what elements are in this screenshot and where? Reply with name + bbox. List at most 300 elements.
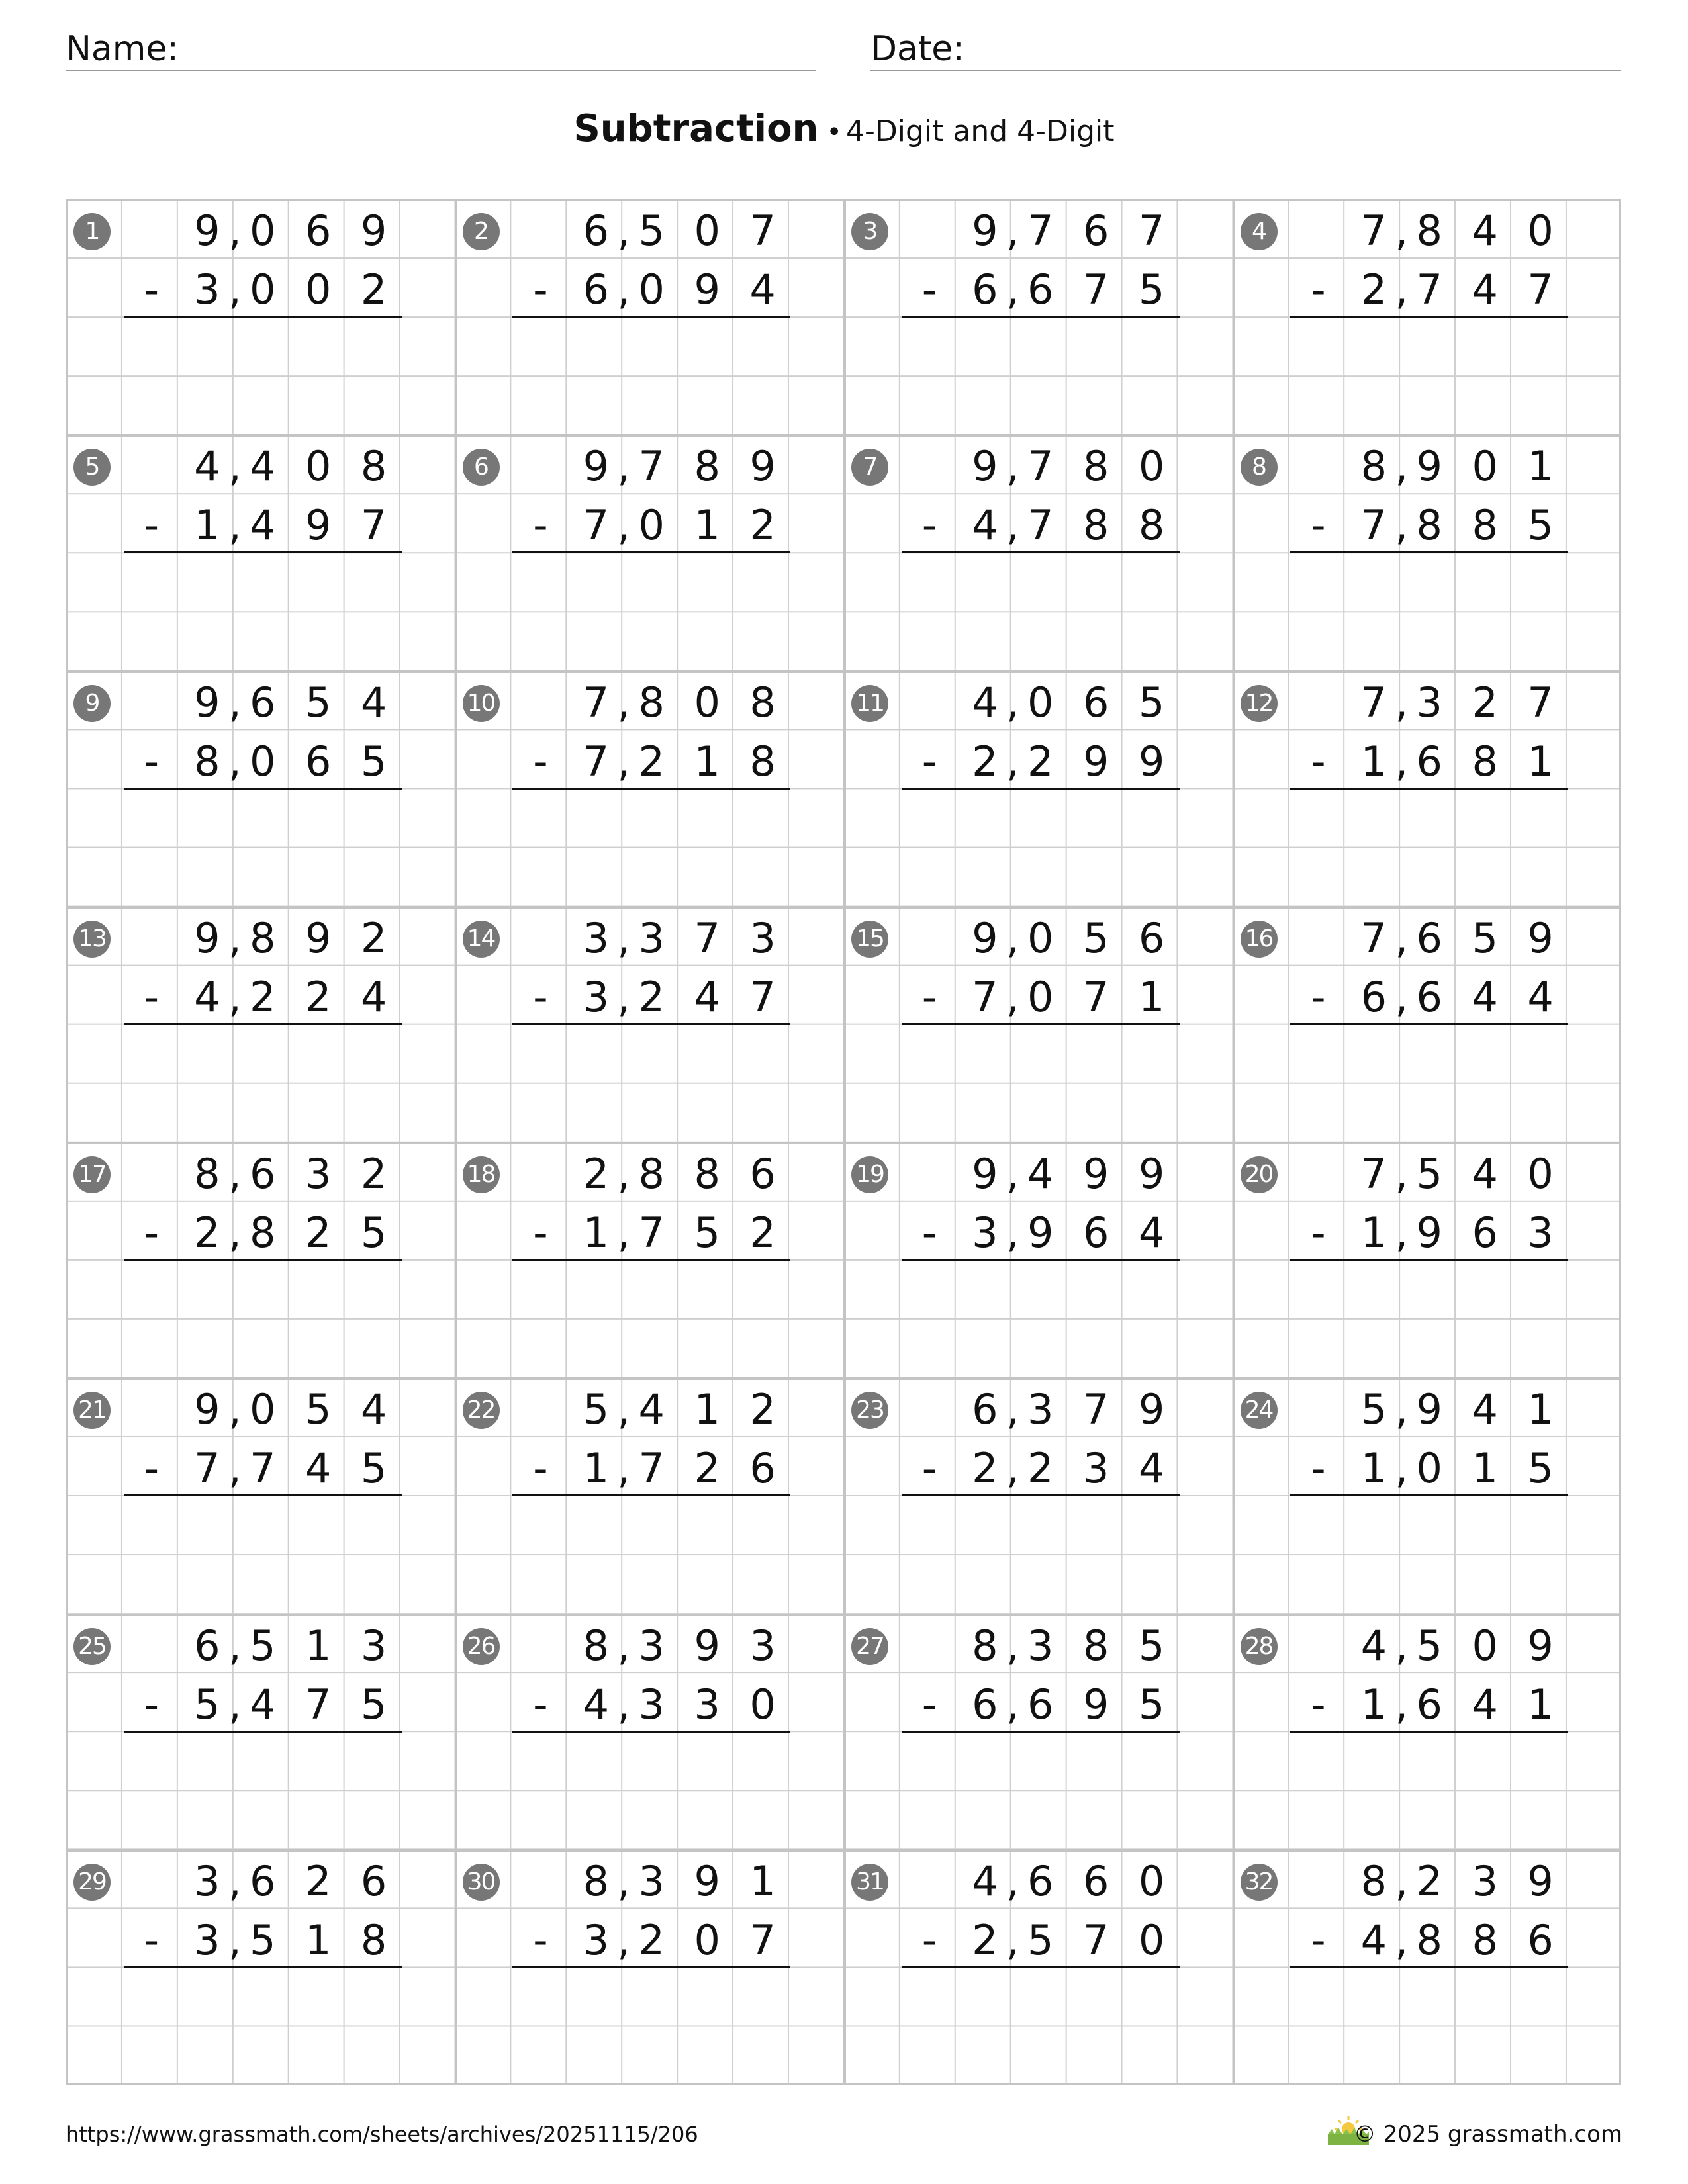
minuend-digit: 0 (250, 206, 276, 255)
minuend-digit: 7 (694, 913, 720, 962)
subtrahend-digit: 8 (749, 737, 776, 786)
minuend-digit: 9 (972, 206, 998, 255)
minuend-digit: 9 (194, 206, 220, 255)
subtrahend-digit: 7 (1527, 265, 1554, 314)
subtrahend-digit: 8 (1472, 501, 1498, 550)
subtrahend-digit: 8 (1082, 501, 1109, 550)
subtrahend-digit: 8 (1416, 501, 1442, 550)
minuend-digit: 5 (305, 678, 332, 727)
thousands-separator: , (1006, 206, 1019, 255)
minus-sign: - (144, 972, 160, 1021)
subtrahend-digit: 7 (638, 1208, 665, 1257)
minus-sign: - (921, 1444, 937, 1493)
subtrahend-digit: 3 (1082, 1444, 1109, 1493)
date-label: Date: (870, 29, 964, 69)
subtrahend-digit: 2 (1027, 1444, 1054, 1493)
minuend-digit: 5 (1138, 1621, 1165, 1670)
minuend-digit: 8 (250, 913, 276, 962)
minus-sign: - (144, 1915, 160, 1964)
problem-28 (1233, 1614, 1622, 1849)
problem-number-badge: 25 (73, 1628, 111, 1665)
thousands-separator: , (1006, 1150, 1019, 1198)
minus-sign: - (144, 265, 160, 314)
subtrahend-digit: 3 (694, 1680, 720, 1729)
minuend-digit: 8 (638, 678, 665, 727)
thousands-separator: , (617, 1856, 631, 1905)
thousands-separator: , (1006, 1915, 1019, 1964)
subtrahend-digit: 6 (1416, 1680, 1442, 1729)
thousands-separator: , (617, 265, 631, 314)
subtrahend-digit: 9 (1416, 1208, 1442, 1257)
minuend-digit: 3 (1472, 1856, 1498, 1905)
minuend-digit: 2 (305, 1856, 332, 1905)
thousands-separator: , (1006, 442, 1019, 491)
minuend-digit: 8 (1082, 1621, 1109, 1670)
problem-3 (843, 199, 1233, 434)
minuend-digit: 9 (305, 913, 332, 962)
minuend-digit: 6 (250, 1150, 276, 1198)
minuend-digit: 5 (250, 1621, 276, 1670)
problem-24 (1233, 1377, 1622, 1613)
minus-sign: - (921, 1680, 937, 1729)
minus-sign: - (533, 1444, 548, 1493)
subtrahend-digit: 4 (1472, 1680, 1498, 1729)
thousands-separator: , (617, 972, 631, 1021)
thousands-separator: , (1006, 1208, 1019, 1257)
subtrahend-digit: 4 (1527, 972, 1554, 1021)
thousands-separator: , (1395, 1915, 1409, 1964)
subtrahend-digit: 4 (194, 972, 220, 1021)
thousands-separator: , (228, 678, 242, 727)
subtrahend-digit: 2 (638, 1915, 665, 1964)
minuend-digit: 5 (1472, 913, 1498, 962)
problem-6 (455, 434, 844, 670)
subtrahend-digit: 2 (1027, 737, 1054, 786)
subtrahend-digit: 5 (694, 1208, 720, 1257)
name-field[interactable] (66, 24, 816, 71)
minuend-digit: 2 (360, 913, 387, 962)
minus-sign: - (921, 737, 937, 786)
subtrahend-digit: 1 (305, 1915, 332, 1964)
minuend-digit: 3 (638, 1621, 665, 1670)
subtrahend-digit: 5 (1138, 265, 1165, 314)
subtrahend-digit: 1 (694, 501, 720, 550)
subtrahend-digit: 3 (972, 1208, 998, 1257)
minuend-digit: 2 (360, 1150, 387, 1198)
problem-grid (66, 199, 1621, 2085)
thousands-separator: , (1006, 972, 1019, 1021)
answer-line (512, 1023, 790, 1025)
footer-url: https://www.grassmath.com/sheets/archives/20251115/206 (66, 2122, 698, 2147)
subtrahend-digit: 0 (638, 501, 665, 550)
subtrahend-digit: 7 (1082, 972, 1109, 1021)
problem-21 (66, 1377, 455, 1613)
problem-number-badge: 15 (851, 921, 888, 958)
thousands-separator: , (228, 1385, 242, 1434)
thousands-separator: , (1395, 1621, 1409, 1670)
answer-line (1290, 1259, 1568, 1261)
minus-sign: - (1311, 972, 1326, 1021)
thousands-separator: , (1395, 1208, 1409, 1257)
minuend-digit: 6 (305, 206, 332, 255)
subtrahend-digit: 0 (1138, 1915, 1165, 1964)
subtrahend-digit: 1 (1472, 1444, 1498, 1493)
minuend-digit: 7 (1027, 442, 1054, 491)
subtrahend-digit: 9 (1082, 737, 1109, 786)
date-field[interactable] (870, 24, 1621, 71)
answer-line (512, 1731, 790, 1733)
subtrahend-digit: 3 (1527, 1208, 1554, 1257)
minuend-digit: 8 (694, 1150, 720, 1198)
minuend-digit: 8 (1416, 206, 1442, 255)
subtrahend-digit: 7 (583, 501, 610, 550)
problem-5 (66, 434, 455, 670)
minuend-digit: 0 (1027, 913, 1054, 962)
answer-line (124, 1966, 402, 1968)
answer-line (1290, 1023, 1568, 1025)
thousands-separator: , (617, 1444, 631, 1493)
minuend-digit: 9 (194, 1385, 220, 1434)
minuend-digit: 9 (694, 1621, 720, 1670)
minuend-digit: 9 (1416, 442, 1442, 491)
minuend-digit: 4 (360, 1385, 387, 1434)
minuend-digit: 4 (638, 1385, 665, 1434)
subtrahend-digit: 7 (360, 501, 387, 550)
answer-line (124, 1731, 402, 1733)
thousands-separator: , (228, 913, 242, 962)
problem-number-badge: 32 (1241, 1864, 1278, 1901)
problem-number-badge: 11 (851, 685, 888, 722)
problem-number-badge: 8 (1241, 449, 1278, 486)
answer-line (1290, 1966, 1568, 1968)
answer-line (512, 551, 790, 553)
thousands-separator: , (1395, 442, 1409, 491)
minus-sign: - (533, 501, 548, 550)
subtrahend-digit: 8 (250, 1208, 276, 1257)
minuend-digit: 4 (1027, 1150, 1054, 1198)
thousands-separator: , (1395, 913, 1409, 962)
subtrahend-digit: 1 (1360, 1680, 1387, 1729)
minuend-digit: 9 (1138, 1150, 1165, 1198)
minus-sign: - (921, 501, 937, 550)
answer-line (902, 1966, 1180, 1968)
subtrahend-digit: 4 (305, 1444, 332, 1493)
minus-sign: - (1311, 1444, 1326, 1493)
minuend-digit: 4 (194, 442, 220, 491)
problem-number-badge: 10 (463, 685, 500, 722)
thousands-separator: , (1395, 501, 1409, 550)
minuend-digit: 0 (305, 442, 332, 491)
thousands-separator: , (1395, 1385, 1409, 1434)
minuend-digit: 7 (1360, 1150, 1387, 1198)
minuend-digit: 6 (1027, 1856, 1054, 1905)
minuend-digit: 6 (972, 1385, 998, 1434)
thousands-separator: , (228, 737, 242, 786)
minuend-digit: 6 (1082, 678, 1109, 727)
minuend-digit: 9 (360, 206, 387, 255)
minuend-digit: 8 (1082, 442, 1109, 491)
problem-9 (66, 670, 455, 906)
problem-number-badge: 1 (73, 213, 111, 250)
subtrahend-digit: 9 (1027, 1208, 1054, 1257)
minuend-digit: 7 (1360, 678, 1387, 727)
thousands-separator: , (228, 1208, 242, 1257)
minuend-digit: 2 (583, 1150, 610, 1198)
subtrahend-digit: 0 (250, 265, 276, 314)
minuend-digit: 9 (1527, 913, 1554, 962)
minuend-digit: 0 (1527, 1150, 1554, 1198)
problem-1 (66, 199, 455, 434)
minuend-digit: 9 (749, 442, 776, 491)
subtrahend-digit: 6 (1027, 265, 1054, 314)
problem-32 (1233, 1849, 1622, 2085)
subtrahend-digit: 0 (1027, 972, 1054, 1021)
minuend-digit: 8 (583, 1856, 610, 1905)
answer-line (902, 1023, 1180, 1025)
problem-31 (843, 1849, 1233, 2085)
minuend-digit: 0 (1472, 1621, 1498, 1670)
subtrahend-digit: 6 (583, 265, 610, 314)
subtrahend-digit: 1 (1360, 1208, 1387, 1257)
minuend-digit: 8 (749, 678, 776, 727)
thousands-separator: , (1395, 737, 1409, 786)
problem-number-badge: 31 (851, 1864, 888, 1901)
problem-number-badge: 26 (463, 1628, 500, 1665)
subtrahend-digit: 2 (638, 737, 665, 786)
minus-sign: - (533, 1680, 548, 1729)
minuend-digit: 6 (1082, 1856, 1109, 1905)
problem-13 (66, 906, 455, 1142)
minuend-digit: 9 (1138, 1385, 1165, 1434)
subtrahend-digit: 2 (305, 972, 332, 1021)
thousands-separator: , (1006, 501, 1019, 550)
minuend-digit: 7 (1082, 1385, 1109, 1434)
problem-number-badge: 2 (463, 213, 500, 250)
answer-line (512, 1966, 790, 1968)
subtrahend-digit: 4 (694, 972, 720, 1021)
subtrahend-digit: 5 (1027, 1915, 1054, 1964)
problem-number-badge: 14 (463, 921, 500, 958)
problem-12 (1233, 670, 1622, 906)
minuend-digit: 9 (194, 913, 220, 962)
subtrahend-digit: 2 (749, 1208, 776, 1257)
minuend-digit: 4 (360, 678, 387, 727)
thousands-separator: , (228, 1856, 242, 1905)
thousands-separator: , (1006, 678, 1019, 727)
minuend-digit: 1 (749, 1856, 776, 1905)
minuend-digit: 4 (1360, 1621, 1387, 1670)
subtrahend-digit: 2 (749, 501, 776, 550)
subtrahend-digit: 7 (972, 972, 998, 1021)
problem-25 (66, 1614, 455, 1849)
problem-20 (1233, 1142, 1622, 1377)
subtrahend-digit: 4 (360, 972, 387, 1021)
subtrahend-digit: 6 (1472, 1208, 1498, 1257)
minus-sign: - (1311, 1915, 1326, 1964)
minuend-digit: 8 (194, 1150, 220, 1198)
problem-18 (455, 1142, 844, 1377)
problem-4 (1233, 199, 1622, 434)
problem-26 (455, 1614, 844, 1849)
thousands-separator: , (228, 265, 242, 314)
minuend-digit: 9 (1527, 1856, 1554, 1905)
subtrahend-digit: 1 (1360, 737, 1387, 786)
subtrahend-digit: 8 (1472, 737, 1498, 786)
problem-number-badge: 21 (73, 1392, 111, 1429)
minuend-digit: 1 (1527, 1385, 1554, 1434)
minuend-digit: 1 (1527, 442, 1554, 491)
subtrahend-digit: 2 (972, 1444, 998, 1493)
minuend-digit: 4 (1472, 1385, 1498, 1434)
minuend-digit: 1 (694, 1385, 720, 1434)
thousands-separator: , (1395, 1150, 1409, 1198)
subtrahend-digit: 7 (250, 1444, 276, 1493)
subtrahend-digit: 7 (305, 1680, 332, 1729)
minus-sign: - (921, 1915, 937, 1964)
problem-number-badge: 16 (1241, 921, 1278, 958)
minuend-digit: 5 (638, 206, 665, 255)
thousands-separator: , (1006, 1621, 1019, 1670)
minuend-digit: 6 (250, 678, 276, 727)
thousands-separator: , (617, 442, 631, 491)
subtrahend-digit: 8 (1472, 1915, 1498, 1964)
problem-number-badge: 6 (463, 449, 500, 486)
minuend-digit: 8 (583, 1621, 610, 1670)
problem-15 (843, 906, 1233, 1142)
problem-number-badge: 4 (1241, 213, 1278, 250)
subtrahend-digit: 5 (360, 737, 387, 786)
minuend-digit: 7 (1360, 206, 1387, 255)
thousands-separator: , (617, 1150, 631, 1198)
minuend-digit: 6 (360, 1856, 387, 1905)
problem-number-badge: 22 (463, 1392, 500, 1429)
answer-line (124, 1259, 402, 1261)
minuend-digit: 0 (694, 678, 720, 727)
minuend-digit: 7 (1138, 206, 1165, 255)
minus-sign: - (1311, 1680, 1326, 1729)
minuend-digit: 8 (972, 1621, 998, 1670)
answer-line (124, 1494, 402, 1496)
problem-22 (455, 1377, 844, 1613)
answer-line (902, 1494, 1180, 1496)
answer-line (512, 1494, 790, 1496)
thousands-separator: , (1006, 737, 1019, 786)
thousands-separator: , (228, 972, 242, 1021)
subtrahend-digit: 5 (360, 1444, 387, 1493)
thousands-separator: , (1395, 1856, 1409, 1905)
thousands-separator: , (617, 1385, 631, 1434)
problem-16 (1233, 906, 1622, 1142)
minuend-digit: 3 (638, 1856, 665, 1905)
minus-sign: - (921, 1208, 937, 1257)
minuend-digit: 8 (1360, 1856, 1387, 1905)
subtrahend-digit: 1 (194, 501, 220, 550)
answer-line (902, 788, 1180, 790)
problem-17 (66, 1142, 455, 1377)
subtrahend-digit: 4 (972, 501, 998, 550)
minuend-digit: 7 (749, 206, 776, 255)
subtrahend-digit: 0 (250, 737, 276, 786)
minuend-digit: 3 (749, 913, 776, 962)
minuend-digit: 4 (972, 678, 998, 727)
minuend-digit: 8 (1360, 442, 1387, 491)
minus-sign: - (1311, 501, 1326, 550)
subtrahend-digit: 9 (694, 265, 720, 314)
minuend-digit: 3 (360, 1621, 387, 1670)
subtrahend-digit: 3 (638, 1680, 665, 1729)
minuend-digit: 5 (1416, 1621, 1442, 1670)
subtrahend-digit: 8 (1416, 1915, 1442, 1964)
minuend-digit: 6 (749, 1150, 776, 1198)
problem-11 (843, 670, 1233, 906)
answer-line (124, 788, 402, 790)
subtrahend-digit: 6 (972, 1680, 998, 1729)
subtrahend-digit: 5 (360, 1208, 387, 1257)
minuend-digit: 9 (1082, 1150, 1109, 1198)
minuend-digit: 8 (360, 442, 387, 491)
answer-line (512, 316, 790, 318)
subtrahend-digit: 6 (1082, 1208, 1109, 1257)
subtrahend-digit: 7 (1082, 1915, 1109, 1964)
minuend-digit: 2 (1416, 1856, 1442, 1905)
minuend-digit: 6 (1416, 913, 1442, 962)
thousands-separator: , (617, 737, 631, 786)
subtrahend-digit: 1 (1138, 972, 1165, 1021)
minuend-digit: 5 (1416, 1150, 1442, 1198)
thousands-separator: , (617, 501, 631, 550)
thousands-separator: , (228, 206, 242, 255)
minuend-digit: 7 (638, 442, 665, 491)
subtrahend-digit: 6 (305, 737, 332, 786)
minuend-digit: 9 (1527, 1621, 1554, 1670)
subtrahend-digit: 0 (305, 265, 332, 314)
subtrahend-digit: 6 (749, 1444, 776, 1493)
subtrahend-digit: 7 (1082, 265, 1109, 314)
subtrahend-digit: 3 (583, 972, 610, 1021)
subtrahend-digit: 8 (1138, 501, 1165, 550)
subtrahend-digit: 7 (749, 1915, 776, 1964)
minus-sign: - (921, 265, 937, 314)
title-subtitle: 4-Digit and 4-Digit (846, 114, 1115, 148)
answer-line (1290, 788, 1568, 790)
subtrahend-digit: 1 (694, 737, 720, 786)
subtrahend-digit: 5 (360, 1680, 387, 1729)
minuend-digit: 4 (1472, 1150, 1498, 1198)
thousands-separator: , (1006, 1444, 1019, 1493)
subtrahend-digit: 6 (1360, 972, 1387, 1021)
answer-line (1290, 316, 1568, 318)
subtrahend-digit: 8 (194, 737, 220, 786)
problem-number-badge: 12 (1241, 685, 1278, 722)
minuend-digit: 7 (583, 678, 610, 727)
title-separator: • (826, 117, 843, 148)
thousands-separator: , (228, 1621, 242, 1670)
thousands-separator: , (617, 1915, 631, 1964)
subtrahend-digit: 6 (1027, 1680, 1054, 1729)
answer-line (512, 788, 790, 790)
minuend-digit: 7 (1027, 206, 1054, 255)
minus-sign: - (1311, 265, 1326, 314)
minus-sign: - (144, 737, 160, 786)
subtrahend-digit: 0 (749, 1680, 776, 1729)
thousands-separator: , (228, 501, 242, 550)
subtrahend-digit: 4 (1138, 1444, 1165, 1493)
problem-number-badge: 29 (73, 1864, 111, 1901)
subtrahend-digit: 2 (972, 737, 998, 786)
thousands-separator: , (1006, 1680, 1019, 1729)
subtrahend-digit: 4 (583, 1680, 610, 1729)
minuend-digit: 6 (1138, 913, 1165, 962)
